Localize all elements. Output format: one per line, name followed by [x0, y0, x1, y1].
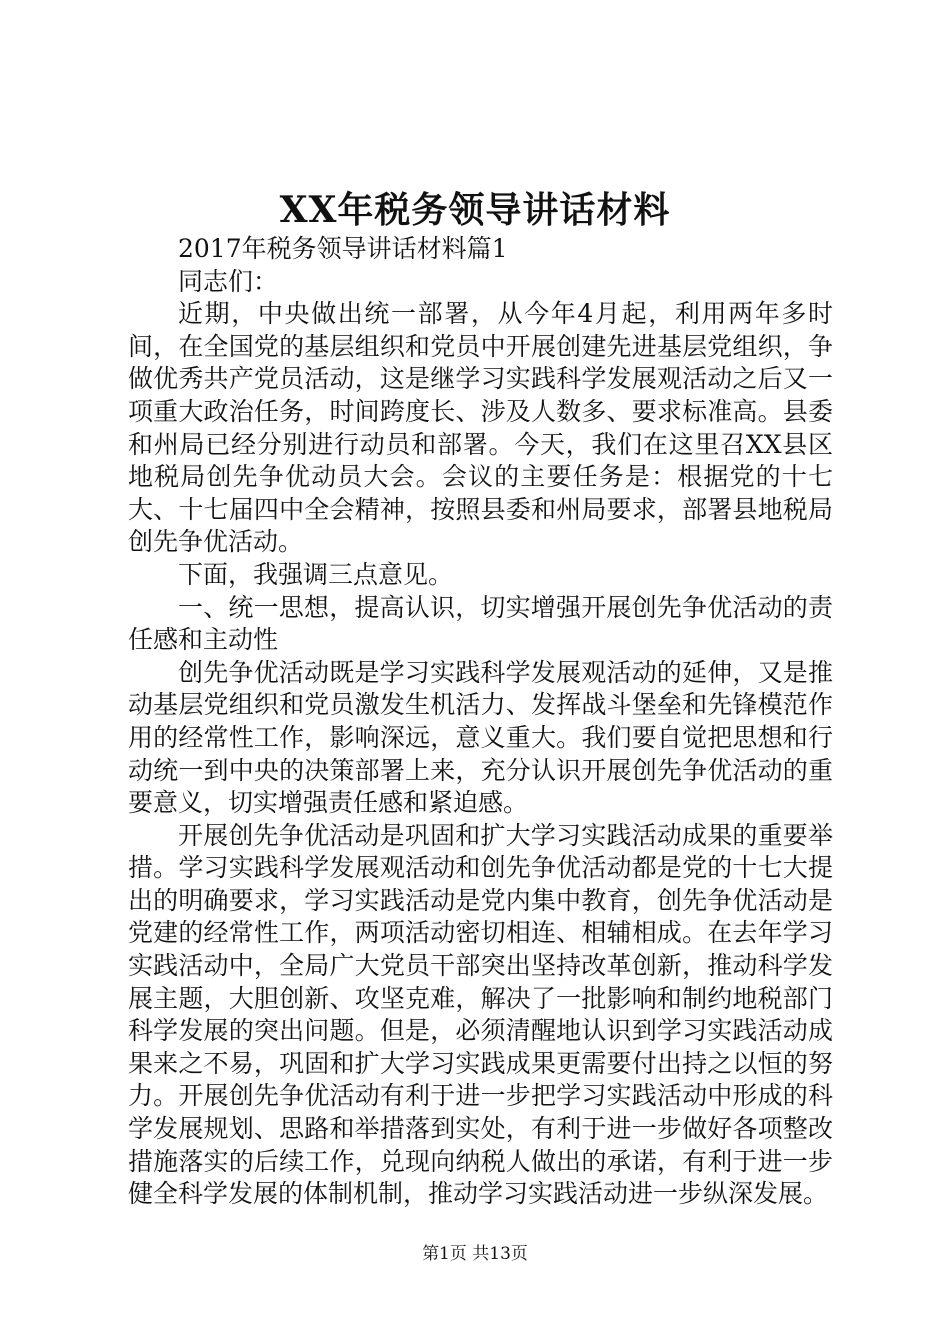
section-heading: 一、统一思想，提高认识，切实增强开展创先争优活动的责任感和主动性: [128, 592, 833, 655]
body-paragraph: 创先争优活动既是学习实践科学发展观活动的延伸，又是推动基层党组织和党员激发生机活力、发挥战斗堡垒和先锋模范作用的经常性工作，影响深远，意义重大。我们要自觉把思想和行动统一到中央的决策部署上来，充分认识开展创先争优活动的重要意义，切实增强责任感和紧迫感。: [128, 657, 833, 818]
body-paragraph: 近期，中央做出统一部署，从今年4月起，利用两年多时间，在全国党的基层组织和党员中开展创建先进基层党组织，争做优秀共产党员活动，这是继学习实践科学发展观活动之后又一项重大政治任务，时间跨度长、涉及人数多、要求标准高。县委和州局已经分别进行动员和部署。今天，我们在这里召XX县区地税局创先争优动员大会。会议的主要任务是：根据党的十七大、十七届四中全会精神，按照县委和州局要求，部署县地税局创先争优活动。: [128, 299, 833, 557]
document-subtitle: 2017年税务领导讲话材料篇1: [178, 234, 508, 263]
salutation-paragraph: 同志们：: [178, 266, 279, 296]
page-footer: 第1页 共13页: [422, 1244, 528, 1264]
document-title: XX年税务领导讲话材料: [279, 189, 671, 231]
document-body: [128, 233, 833, 1211]
body-paragraph: 开展创先争优活动是巩固和扩大学习实践活动成果的重要举措。学习实践科学发展观活动和创先争优活动都是党的十七大提出的明确要求，学习实践活动是党内集中教育，创先争优活动是党建的经常性工作，两项活动密切相连、相辅相成。在去年学习实践活动中，全局广大党员干部突出坚持改革创新，推动科学发展主题，大胆创新、攻坚克难，解决了一批影响和制约地税部门科学发展的突出问题。但是，必须清醒地认识到学习实践活动成果来之不易，巩固和扩大学习实践成果更需要付出持之以恒的努力。开展创先争优活动有利于进一步把学习实践活动中形成的科学发展规划、思路和举措落到实处，有利于进一步做好各项整改措施落实的后续工作，兑现向纳税人做出的承诺，有利于进一步健全科学发展的体制机制，推动学习实践活动进一步纵深发展。: [128, 820, 833, 1209]
body-paragraph: 下面，我强调三点意见。: [178, 559, 454, 589]
